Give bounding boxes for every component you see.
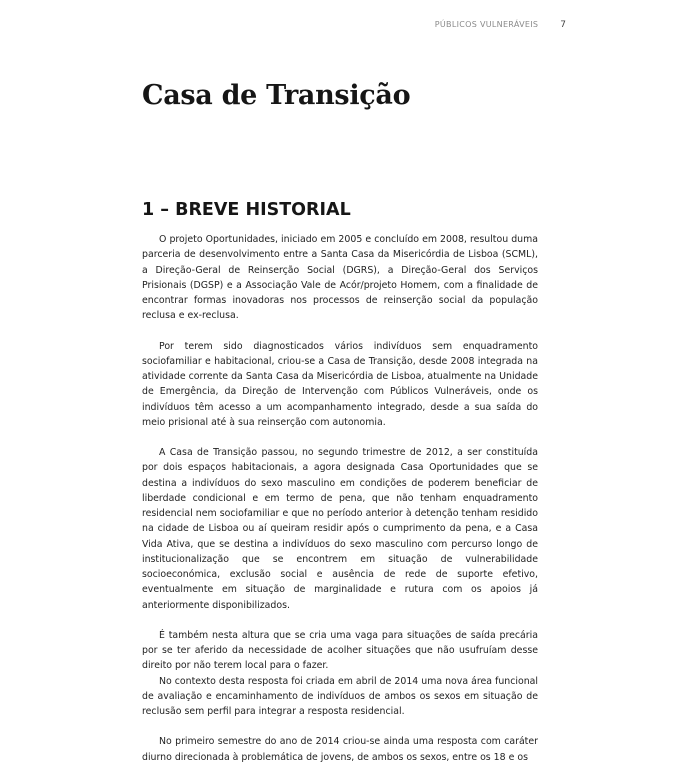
paragraph: É também nesta altura que se cria uma vaga para situações de saída precária por se ter aferido da necessidade de acolher situações que não usufruíam desse direito por não terem local para o fazer. xyxy=(142,629,538,672)
section-heading: 1 – BREVE HISTORIAL xyxy=(142,200,351,220)
body-text xyxy=(142,232,538,765)
paragraph: A Casa de Transição passou, no segundo trimestre de 2012, a ser constituída por dois espaços habitacionais, a agora designada Casa Oportunidades que se destina a indivíduos do sexo masculino em condições de poderem beneficiar de liberdade condicional e em termo de pena, que não tenham enquadramento residencial nem sociofamiliar e que no período anterior à detenção tenham residido na cidade de Lisboa ou aí queiram residir após o cumprimento da pena, e a Casa Vida Ativa, que se destina a indivíduos do sexo masculino com percurso longo de institucionalização que se encontrem em situação de vulnerabilidade socioeconómica, exclusão social e ausência de rede de suporte efetivo, eventualmente em situação de marginalidade e rutura com os apoios já anteriormente disponibilizados. xyxy=(142,447,538,611)
running-header xyxy=(435,20,566,30)
paragraph: Por terem sido diagnosticados vários indivíduos sem enquadramento sociofamiliar e habitacional, criou-se a Casa de Transição, desde 2008 integrada na atividade corrente da Santa Casa da Misericórdia de Lisboa, atualmente na Unidade de Emergência, da Direção de Intervenção com Públicos Vulneráveis, onde os indivíduos têm acesso a um acompanhamento integrado, desde a sua saída do meio prisional até à sua reinserção com autonomia. xyxy=(142,340,538,428)
page-number: 7 xyxy=(560,20,566,30)
paragraph: No primeiro semestre do ano de 2014 criou-se ainda uma resposta com caráter diurno direcionada à problemática de jovens, de ambos os sexos, entre os 18 e os xyxy=(142,736,538,763)
paragraph: No contexto desta resposta foi criada em abril de 2014 uma nova área funcional de avaliação e encaminhamento de indivíduos de ambos os sexos em situação de reclusão sem perfil para integrar a resposta residencial. xyxy=(142,675,538,717)
paragraph: O projeto Oportunidades, iniciado em 2005 e concluído em 2008, resultou duma parceria de desenvolvimento entre a Santa Casa da Misericórdia de Lisboa (SCML), a Direção-Geral de Reinserção Social (DGRS), a Direção-Geral dos Serviços Prisionais (DGSP) e a Associação Vale de Acór/projeto Homem, com a finalidade de encontrar formas inovadoras nos processos de reinserção social da população reclusa e ex-reclusa. xyxy=(142,234,538,322)
running-header-title: PÚBLICOS VULNERÁVEIS xyxy=(434,20,539,29)
chapter-title: Casa de Transição xyxy=(142,80,411,111)
